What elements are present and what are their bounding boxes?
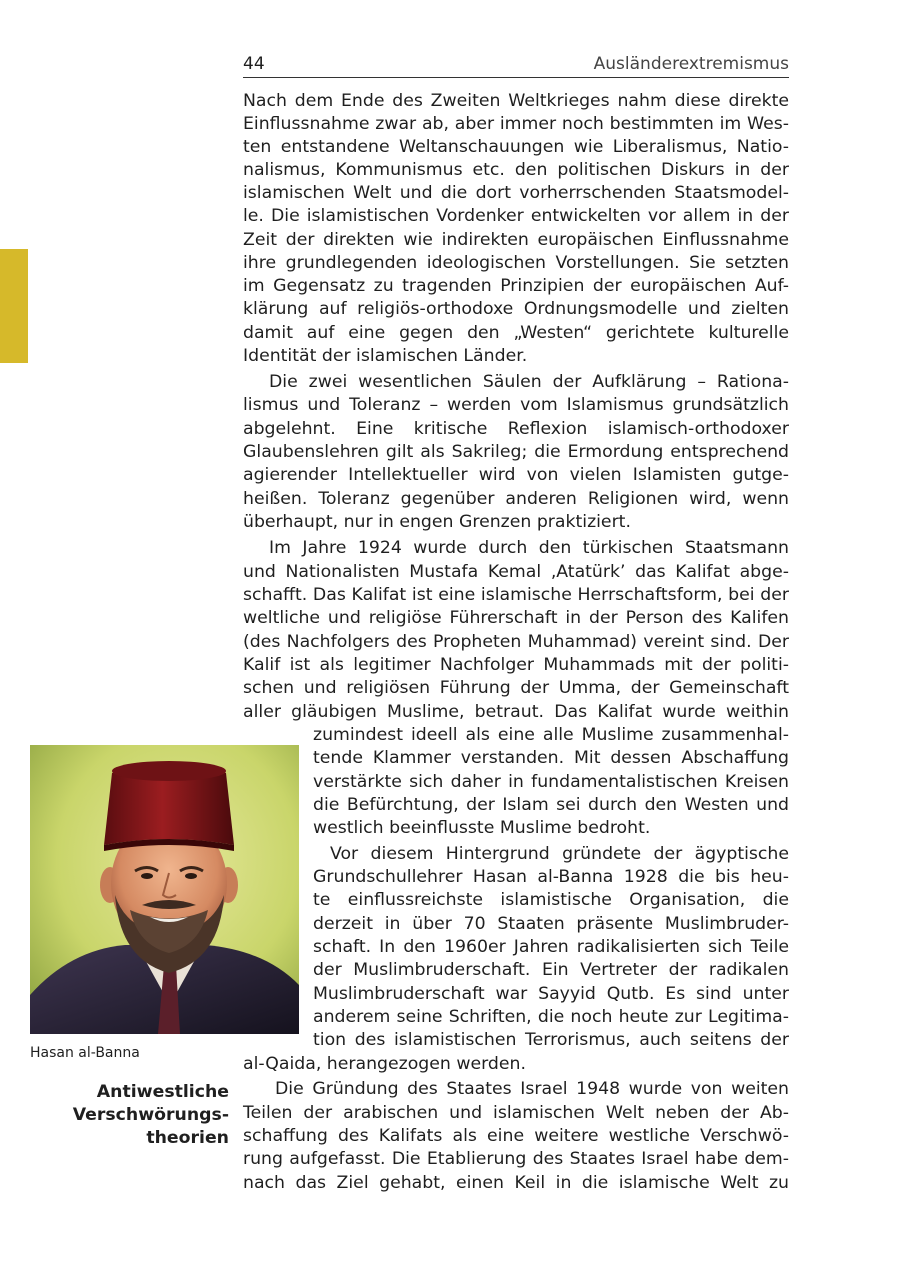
text-line: Zeit der direkten wie indirekten europäischen Einflussnahme bbox=[243, 230, 789, 250]
text-line: schaffung des Kalifats als eine weitere westliche Verschwö- bbox=[243, 1126, 789, 1146]
text-line: tion des islamistischen Terrorismus, auch seitens der bbox=[313, 1030, 789, 1050]
text-line: rung aufgefasst. Die Etablierung des Staates Israel habe dem- bbox=[243, 1149, 789, 1169]
text-line: al-Qaida, herangezogen werden. bbox=[243, 1054, 526, 1074]
text-line: islamischen Welt und die dort vorherrschenden Staatsmodel- bbox=[243, 183, 789, 203]
text-line: derzeit in über 70 Staaten präsente Muslimbruder- bbox=[313, 914, 789, 934]
text-line: weltliche und religiöse Führerschaft in der Person des Kalifen bbox=[243, 608, 789, 628]
text-line: die Befürchtung, der Islam sei durch den Westen und bbox=[313, 795, 789, 815]
text-line: klärung auf religiös-orthodoxe Ordnungsmodelle und zielten bbox=[243, 299, 789, 319]
text-line: Teilen der arabischen und islamischen Welt neben der Ab- bbox=[243, 1103, 789, 1123]
text-line: Nach dem Ende des Zweiten Weltkrieges nahm diese direkte bbox=[243, 91, 789, 111]
chapter-side-tab bbox=[0, 249, 28, 363]
margin-heading bbox=[40, 1081, 229, 1150]
text-line: Vor diesem Hintergrund gründete der ägyptische bbox=[330, 844, 789, 864]
text-line: Muslimbruderschaft war Sayyid Qutb. Es sind unter bbox=[313, 984, 789, 1004]
text-line: anderem seine Schriften, die noch heute zur Legitima- bbox=[313, 1007, 789, 1027]
text-line: im Gegensatz zu tragenden Prinzipien der europäischen Auf- bbox=[243, 276, 789, 296]
text-line: Die zwei wesentlichen Säulen der Aufklärung – Rationa- bbox=[269, 372, 789, 392]
text-line: schen und religiösen Führung der Umma, der Gemeinschaft bbox=[243, 678, 789, 698]
margin-heading-line: Antiwestliche bbox=[96, 1082, 229, 1102]
text-line: ten entstandene Weltanschauungen wie Liberalismus, Natio- bbox=[243, 137, 789, 157]
text-line: te einflussreichste islamistische Organisation, die bbox=[313, 890, 789, 910]
text-line: der Muslimbruderschaft. Ein Vertreter der radikalen bbox=[313, 960, 789, 980]
text-line: Grundschullehrer Hasan al-Banna 1928 die bis heu- bbox=[313, 867, 789, 887]
text-line: Einflussnahme zwar ab, aber immer noch bestimmten im Wes- bbox=[243, 114, 789, 134]
text-line: damit auf eine gegen den „Westen“ gerichtete kulturelle bbox=[243, 323, 789, 343]
text-line: Die Gründung des Staates Israel 1948 wurde von weiten bbox=[275, 1079, 789, 1099]
text-line: le. Die islamistischen Vordenker entwickelten vor allem in der bbox=[243, 206, 789, 226]
text-line: heißen. Toleranz gegenüber anderen Religionen wird, wenn bbox=[243, 489, 789, 509]
text-line: nalismus, Kommunismus etc. den politischen Diskurs in der bbox=[243, 160, 789, 180]
text-line: zumindest ideell als eine alle Muslime zusammenhal- bbox=[313, 725, 789, 745]
text-line: ihre grundlegenden ideologischen Vorstellungen. Sie setzten bbox=[243, 253, 789, 273]
margin-heading-line: Verschwörungs- bbox=[72, 1105, 229, 1125]
text-line: abgelehnt. Eine kritische Reflexion islamisch-orthodoxer bbox=[243, 419, 789, 439]
text-line: tende Klammer verstanden. Mit dessen Abschaffung bbox=[313, 748, 789, 768]
image-caption: Hasan al-Banna bbox=[30, 1045, 140, 1061]
text-line: schaft. In den 1960er Jahren radikalisierten sich Teile bbox=[313, 937, 789, 957]
margin-heading-line: theorien bbox=[146, 1128, 229, 1148]
text-line: (des Nachfolgers des Propheten Muhammad) vereint sind. Der bbox=[243, 632, 789, 652]
text-line: Identität der islamischen Länder. bbox=[243, 346, 528, 366]
header-rule bbox=[243, 77, 789, 78]
text-line: Glaubenslehren gilt als Sakrileg; die Ermordung entsprechend bbox=[243, 442, 789, 462]
running-title: Ausländerextremismus bbox=[593, 54, 789, 74]
text-line: und Nationalisten Mustafa Kemal ‚Atatürk’ das Kalifat abge- bbox=[243, 562, 789, 582]
text-line: Kalif ist als legitimer Nachfolger Muhammads mit der politi- bbox=[243, 655, 789, 675]
portrait-image bbox=[30, 745, 299, 1034]
text-line: westlich beeinflusste Muslime bedroht. bbox=[313, 818, 651, 838]
text-line: überhaupt, nur in engen Grenzen praktiziert. bbox=[243, 512, 631, 532]
page-number: 44 bbox=[243, 54, 265, 74]
text-line: lismus und Toleranz – werden vom Islamismus grundsätzlich bbox=[243, 395, 789, 415]
text-line: aller gläubigen Muslime, betraut. Das Kalifat wurde weithin bbox=[243, 702, 789, 722]
text-line: agierender Intellektueller wird von vielen Islamisten gutge- bbox=[243, 465, 789, 485]
text-line: Im Jahre 1924 wurde durch den türkischen Staatsmann bbox=[269, 538, 789, 558]
text-line: schafft. Das Kalifat ist eine islamische Herrschaftsform, bei der bbox=[243, 585, 789, 605]
text-line: verstärkte sich daher in fundamentalistischen Kreisen bbox=[313, 772, 789, 792]
text-line: nach das Ziel gehabt, einen Keil in die islamische Welt zu bbox=[243, 1173, 789, 1193]
